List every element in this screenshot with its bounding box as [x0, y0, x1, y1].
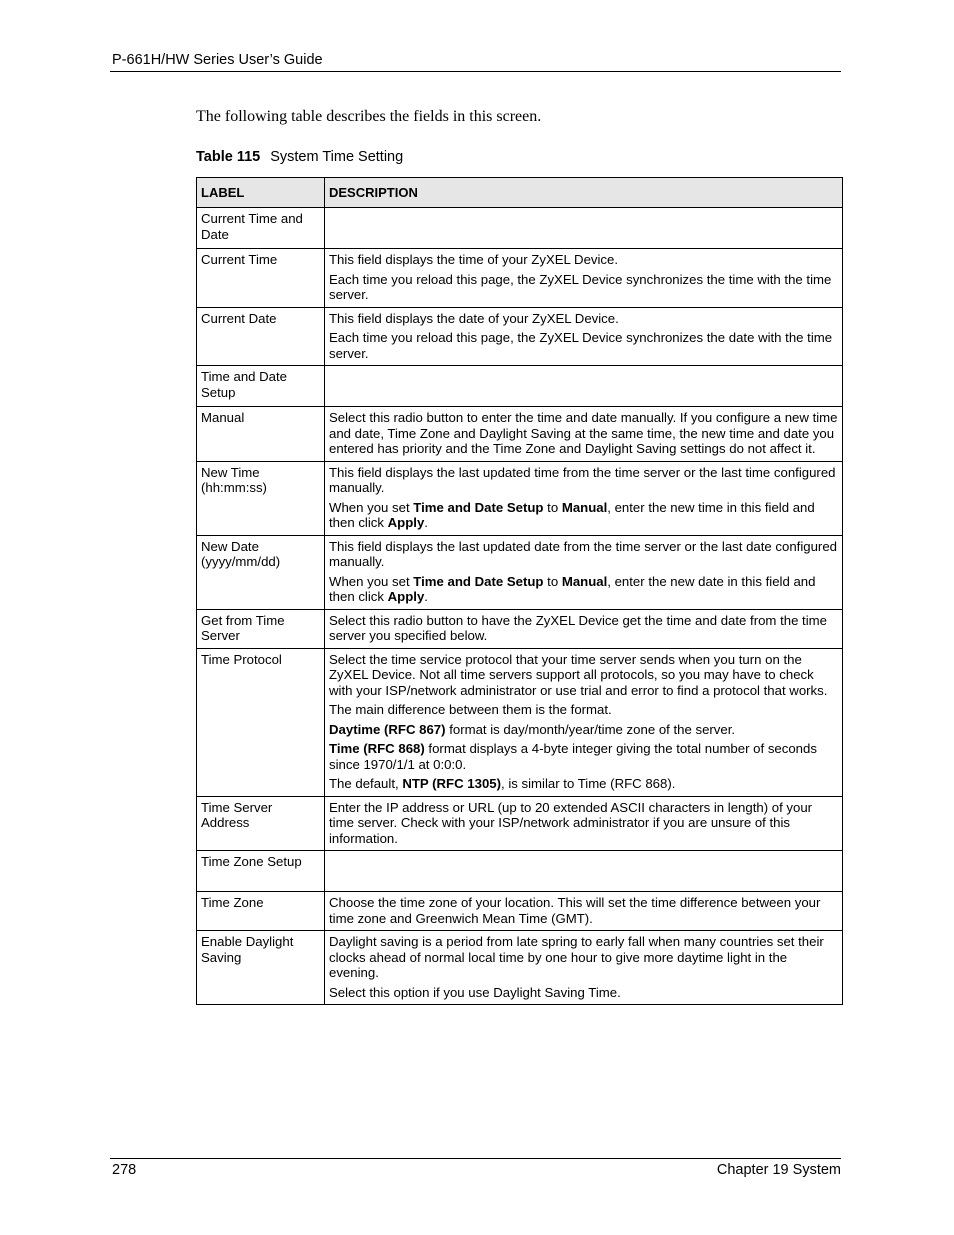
description-text: to	[543, 499, 562, 515]
field-description-cell	[325, 249, 843, 308]
description-paragraph	[329, 934, 838, 981]
table-row	[197, 796, 843, 851]
bold-term: Time and Date Setup	[413, 499, 544, 515]
description-text: , enter the new date in this field and then click	[329, 573, 816, 604]
field-label-cell	[197, 892, 325, 931]
description-text: The default,	[329, 776, 403, 791]
description-paragraph	[329, 574, 838, 605]
header-divider	[110, 71, 841, 72]
description-paragraph	[329, 652, 838, 699]
table-row	[197, 851, 843, 892]
fields-table	[196, 177, 843, 1005]
description-text: Each time you reload this page, the ZyXEL Device synchronizes the date with the time server.	[329, 330, 833, 361]
description-paragraph	[329, 252, 838, 268]
field-label-cell	[197, 851, 325, 892]
description-text: Daylight saving is a period from late spring to early fall when many countries set their clocks ahead of normal local time by one hour to give more daytime light in the evening.	[329, 934, 824, 980]
description-paragraph	[329, 776, 838, 792]
bold-term: Manual	[561, 499, 608, 515]
bold-term: Apply	[387, 515, 425, 530]
table-caption-number: Table 115	[196, 149, 261, 165]
field-label: (hh:mm:ss)	[201, 480, 267, 495]
field-description-cell	[325, 796, 843, 851]
field-description-cell	[325, 366, 843, 407]
field-description-cell	[325, 307, 843, 366]
running-header-title: P-661H/HW Series User’s Guide	[112, 52, 323, 68]
description-paragraph	[329, 800, 838, 847]
field-label: New Date	[201, 538, 259, 554]
description-text: Select this option if you use Daylight Saving Time.	[329, 984, 621, 1000]
description-text: .	[424, 589, 428, 604]
field-description-cell	[325, 931, 843, 1005]
description-text: This field displays the time of your ZyXEL Device.	[329, 252, 619, 267]
bold-term: Time and Date Setup	[413, 573, 544, 589]
field-label-cell	[197, 648, 325, 796]
table-caption-title: System Time Setting	[270, 149, 404, 165]
field-description-cell	[325, 461, 843, 535]
field-label: Time Server Address	[201, 799, 273, 830]
description-text: This field displays the last updated time from the time server or the last time configured manually.	[329, 464, 836, 495]
description-text: .	[424, 515, 428, 530]
description-text: Enter the IP address or URL (up to 20 extended ASCII characters in length) of your time server. Check with your ISP/network administrator if you are unsure of this information.	[329, 799, 813, 846]
description-paragraph	[329, 410, 838, 457]
description-text: This field displays the date of your ZyXEL Device.	[329, 310, 619, 326]
intro-paragraph: The following table describes the fields in this screen.	[196, 108, 542, 125]
field-label-cell	[197, 796, 325, 851]
field-label: Current Time	[201, 252, 278, 267]
field-label: (yyyy/mm/dd)	[201, 554, 281, 569]
description-text: The main difference between them is the format.	[329, 702, 612, 717]
bold-term: Apply	[387, 589, 425, 604]
description-text: Select the time service protocol that your time server sends when you turn on the ZyXEL Device. Not all time servers support all protocols, so you may have to check with your ISP/network administrator or use trial and error to find a protocol that works.	[329, 651, 828, 698]
field-label: Get from Time Server	[201, 612, 285, 643]
field-label-cell	[197, 208, 325, 249]
label-column-header: LABEL	[197, 178, 325, 208]
field-label: Current Time and Date	[201, 211, 303, 242]
bold-term: Daytime (RFC 867)	[329, 721, 446, 737]
table-row	[197, 609, 843, 648]
field-label-cell	[197, 407, 325, 462]
description-text: When you set	[329, 573, 414, 589]
description-text: , enter the new time in this field and then click	[329, 499, 815, 530]
description-text: to	[543, 573, 562, 589]
field-label: Time Zone Setup	[201, 854, 302, 869]
description-text: , is similar to Time (RFC 868).	[501, 776, 676, 791]
field-description-cell	[325, 851, 843, 892]
field-label: Time Protocol	[201, 651, 282, 667]
chapter-title: Chapter 19 System	[716, 1162, 841, 1178]
bold-term: NTP (RFC 1305)	[402, 776, 501, 791]
field-label-cell	[197, 535, 325, 609]
table-body	[197, 208, 843, 1005]
field-description-cell	[325, 892, 843, 931]
field-description-cell	[325, 535, 843, 609]
page-number: 278	[112, 1162, 137, 1178]
table-row	[197, 307, 843, 366]
field-label-cell	[197, 461, 325, 535]
description-paragraph	[329, 985, 838, 1001]
field-label-cell	[197, 609, 325, 648]
description-column-header: DESCRIPTION	[325, 178, 843, 208]
field-description-cell	[325, 407, 843, 462]
description-paragraph	[329, 272, 838, 303]
description-paragraph	[329, 895, 838, 926]
field-label-cell	[197, 366, 325, 407]
description-text: Choose the time zone of your location. This will set the time difference between your time zone and Greenwich Mean Time (GMT).	[329, 895, 821, 926]
description-paragraph	[329, 741, 838, 772]
table-header-row	[197, 178, 843, 208]
table-row	[197, 648, 843, 796]
bold-term: Time (RFC 868)	[329, 741, 425, 756]
table-row	[197, 892, 843, 931]
description-text: format displays a 4-byte integer giving the total number of seconds since 1970/1/1 at 0:0:0.	[329, 741, 817, 772]
description-text: Select this radio button to enter the time and date manually. If you configure a new time and date, Time Zone and Daylight Saving at the same time, the new time and date you entered has priority and the Time Zone and Daylight Saving settings do not affect it.	[329, 410, 838, 456]
field-label-cell	[197, 307, 325, 366]
description-paragraph	[329, 311, 838, 327]
field-label: Current Date	[201, 310, 277, 326]
table-row	[197, 407, 843, 462]
field-description-cell	[325, 648, 843, 796]
description-paragraph	[329, 330, 838, 361]
description-paragraph	[329, 500, 838, 531]
table-row	[197, 208, 843, 249]
description-text: When you set	[329, 499, 414, 515]
table-row	[197, 366, 843, 407]
table-row	[197, 249, 843, 308]
field-label-cell	[197, 249, 325, 308]
bold-term: Manual	[561, 573, 608, 589]
description-paragraph	[329, 722, 838, 738]
field-label: Manual	[201, 410, 245, 425]
table-row	[197, 931, 843, 1005]
description-paragraph	[329, 465, 838, 496]
description-paragraph	[329, 702, 838, 718]
table-row	[197, 535, 843, 609]
field-description-cell	[325, 609, 843, 648]
table-caption	[196, 149, 403, 165]
field-label: New Time	[201, 464, 260, 480]
description-text: Each time you reload this page, the ZyXEL Device synchronizes the time with the time server.	[329, 271, 832, 302]
field-description-cell	[325, 208, 843, 249]
table-row	[197, 461, 843, 535]
description-paragraph	[329, 613, 838, 644]
field-label: Time Zone	[201, 895, 264, 910]
field-label: Time and Date Setup	[201, 369, 288, 400]
description-text: This field displays the last updated date from the time server or the last date configured manually.	[329, 538, 837, 569]
field-label: Enable Daylight Saving	[201, 934, 294, 965]
footer-divider	[110, 1158, 841, 1159]
description-paragraph	[329, 539, 838, 570]
description-text: Select this radio button to have the ZyXEL Device get the time and date from the time server you specified below.	[329, 612, 827, 643]
description-text: format is day/month/year/time zone of the server.	[445, 721, 736, 737]
field-label-cell	[197, 931, 325, 1005]
